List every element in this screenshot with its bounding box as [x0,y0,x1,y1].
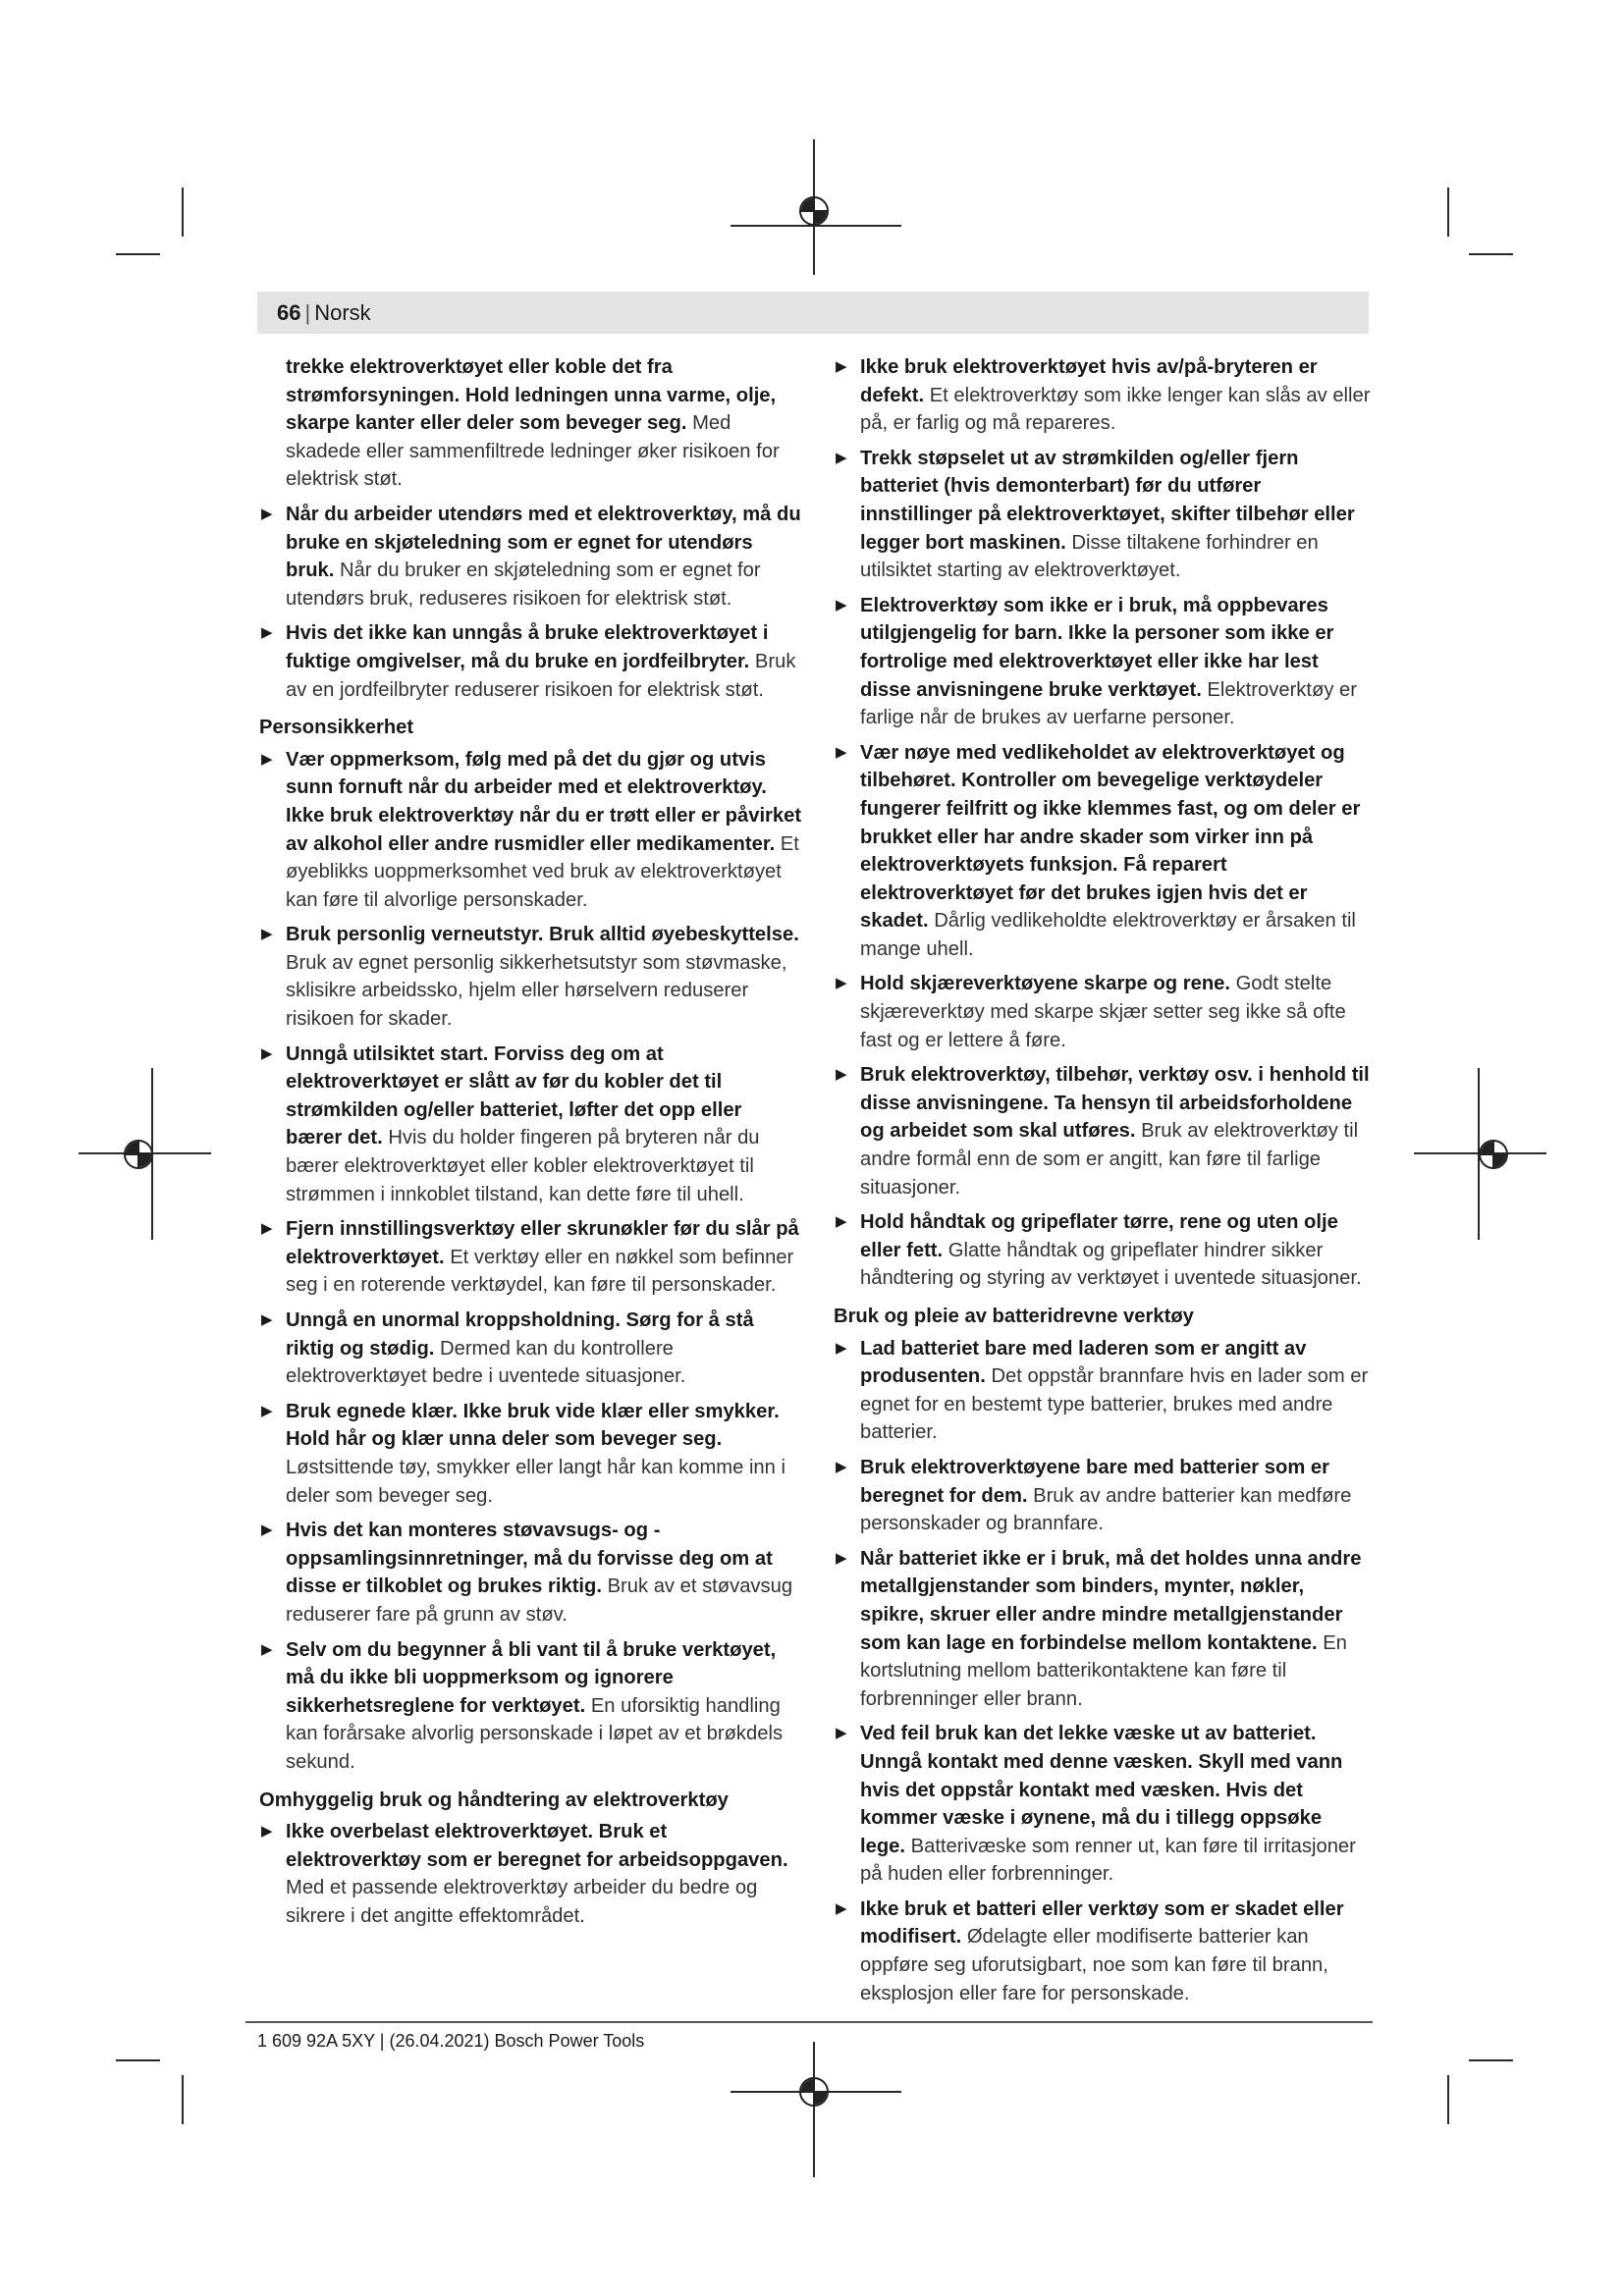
list-item [259,619,803,704]
list-item [834,1208,1372,1293]
bullet-triangle-icon: ▶ [261,1044,273,1062]
left-column [259,353,803,1937]
list-item [834,1545,1372,1714]
item-bold-text: Trekk støpselet ut av strømkilden og/eller fjern batteriet (hvis demonterbart) før du utfører innstillinger på elektroverktøyet, skifter tilbehør eller legger bort maskinen. [860,447,1355,554]
bullet-triangle-icon: ▶ [261,624,273,642]
item-text: Glatte håndtak og gripeflater hindrer sikker håndtering og styring av verktøyet i uventede situasjoner. [860,1239,1362,1290]
list-item [834,970,1372,1054]
list-item [834,1896,1372,2007]
item-bold-text: Unngå en unormal kroppsholdning. Sørg for å stå riktig og stødig. [286,1309,754,1360]
right-column [834,353,1372,2014]
bullet-triangle-icon: ▶ [261,1823,273,1841]
item-bold-text: Elektroverktøy som ikke er i bruk, må oppbevares utilgjengelig for barn. Ikke la personer som ikke er fortrolige med elektroverktøyet eller ikke har lest disse anvisningene bruke verktøyet. [860,594,1334,701]
item-bold-text: Vær nøye med vedlikeholdet av elektroverktøyet og tilbehøret. Kontroller om bevegelige verktøydeler fungerer feilfritt og ikke klemmes fast, og om deler er brukket eller har andre skader som virker inn på elektroverktøyets funksjon. Få reparert elektroverktøyet før det brukes igjen hvis det er skadet. [860,741,1361,933]
intro-bold-text: trekke elektroverktøyet eller koble det fra strømforsyningen. Hold ledningen unna varme, olje, skarpe kanter eller deler som beveger seg. [286,356,777,435]
bullet-triangle-icon: ▶ [261,926,273,943]
item-text: Dårlig vedlikeholdte elektroverktøy er årsaken til mange uhell. [860,910,1356,960]
crop-mark-bottom-right-h [1469,2059,1513,2061]
bullet-triangle-icon: ▶ [836,449,847,466]
crop-mark-bottom-right-v [1447,2075,1449,2124]
list-item [834,353,1372,438]
item-text: Bruk av andre batterier kan medføre personskader og brannfare. [860,1484,1352,1535]
item-text: Bruk av elektroverktøy til andre formål enn de som er angitt, kan føre til farlige situasjoner. [860,1120,1359,1199]
item-text: Det oppstår brannfare hvis en lader som er egnet for en bestemt type batterier, brukes med andre batterier. [860,1365,1369,1444]
item-text: Hvis du holder fingeren på bryteren når du bærer elektroverktøyet eller kobler elektroverktøyet til strømmen i innkoblet tilstand, kan dette føre til uhell. [286,1127,760,1205]
list-item [259,1818,803,1930]
list-item [259,1307,803,1391]
registration-mark-bottom-icon [799,2077,829,2107]
item-text: Dermed kan du kontrollere elektroverktøyet bedre i uventede situasjoner. [286,1337,686,1388]
list-item [259,1517,803,1629]
bullet-triangle-icon: ▶ [836,1899,847,1917]
list-item [259,1041,803,1209]
item-bold-text: Bruk elektroverktøyene bare med batterier som er beregnet for dem. [860,1456,1329,1507]
item-text: Et øyeblikks uoppmerksomhet ved bruk av elektroverktøyet kan føre til alvorlige personskader. [286,832,799,911]
bullet-triangle-icon: ▶ [836,1458,847,1475]
bullet-triangle-icon: ▶ [836,1549,847,1567]
registration-mark-right-icon [1479,1140,1508,1169]
list-item [834,1454,1372,1538]
item-text: Når du bruker en skjøteledning som er egnet for utendørs bruk, reduseres risikoen for elektrisk støt. [286,560,761,610]
item-bold-text: Unngå utilsiktet start. Forviss deg om at elektroverktøyet er slått av før du kobler det til strømkilden og/eller batteriet, løfter det opp eller bærer det. [286,1042,742,1149]
bullet-triangle-icon: ▶ [261,1220,273,1238]
item-bold-text: Bruk personlig verneutstyr. Bruk alltid øyebeskyttelse. [286,924,799,946]
bullet-triangle-icon: ▶ [836,1066,847,1084]
item-text: Bruk av egnet personlig sikkerhetsutstyr som støvmaske, sklisikre arbeidssko, hjelm eller hørselvern reduserer risikoen for skader. [286,951,787,1031]
section-heading-careful-use: Omhyggelig bruk og håndtering av elektroverktøy [259,1789,729,1811]
reg-line-bottom-v [813,2042,815,2177]
item-bold-text: Hold skjæreverktøyene skarpe og rene. [860,973,1230,995]
item-text: Godt stelte skjæreverktøy med skarpe skjær setter seg ikke så ofte fast og er lettere å føre. [860,973,1346,1051]
item-text: Et verktøy eller en nøkkel som befinner seg i en roterende verktøydel, kan føre til personskader. [286,1246,794,1297]
item-bold-text: Ved feil bruk kan det lekke væske ut av batteriet. Unngå kontakt med denne væsken. Skyll med vann hvis det oppstår kontakt med væsken. Hvis det kommer væske i øynene, må du i tillegg oppsøke lege. [860,1723,1343,1857]
crop-mark-bottom-left-h [116,2059,160,2061]
bullet-triangle-icon: ▶ [261,1640,273,1658]
item-bold-text: Fjern innstillingsverktøy eller skrunøkler før du slår på elektroverktøyet. [286,1218,799,1268]
item-bold-text: Hvis det kan monteres støvavsugs- og -oppsamlingsinnretninger, må du forvisse deg om at disse er tilkoblet og brukes riktig. [286,1520,773,1598]
crop-mark-top-left-v [182,187,184,237]
item-text: En uforsiktig handling kan forårsake alvorlig personskade i løpet av et brøkdels sekund. [286,1694,784,1773]
section-heading-battery-tools: Bruk og pleie av batteridrevne verktøy [834,1306,1194,1327]
list-item [834,445,1372,585]
crop-mark-top-right-v [1447,187,1449,237]
crop-mark-bottom-left-v [182,2075,184,2124]
bullet-triangle-icon: ▶ [836,1725,847,1742]
item-text: Elektroverktøy er farlige når de brukes av uerfarne personer. [860,678,1357,729]
item-bold-text: Når batteriet ikke er i bruk, må det holdes unna andre metallgjenstander som binders, mynter, nøkler, spikre, skruer eller andre mindre metallgjenstander som kan lage en forbindelse mellom kontaktene. [860,1547,1362,1654]
list-item [834,1061,1372,1201]
item-text: Bruk av et støvavsug reduserer fare på grunn av støv. [286,1575,793,1626]
registration-mark-left-icon [124,1140,153,1169]
section-heading-personal-safety: Personsikkerhet [259,717,414,739]
list-item [259,1636,803,1777]
item-bold-text: Lad batteriet bare med laderen som er angitt av produsenten. [860,1337,1307,1388]
list-item [259,746,803,915]
list-item [834,592,1372,732]
bullet-triangle-icon: ▶ [261,750,273,768]
item-text: Batterivæske som renner ut, kan føre til irritasjoner på huden eller forbrenninger. [860,1835,1356,1886]
bullet-triangle-icon: ▶ [836,975,847,992]
bullet-triangle-icon: ▶ [261,1311,273,1328]
bullet-triangle-icon: ▶ [836,1213,847,1231]
bullet-triangle-icon: ▶ [836,743,847,761]
item-bold-text: Bruk elektroverktøy, tilbehør, verktøy osv. i henhold til disse anvisningene. Ta hensyn til arbeidsforholdene og arbeidet som skal utføres. [860,1064,1370,1143]
bullet-triangle-icon: ▶ [261,1402,273,1419]
footer-text: 1 609 92A 5XY | (26.04.2021) Bosch Power Tools [257,2031,645,2051]
list-item [834,1720,1372,1889]
item-bold-text: Hvis det ikke kan unngås å bruke elektroverktøyet i fuktige omgivelser, må du bruke en jordfeilbryter. [286,622,769,672]
list-item [259,921,803,1033]
crop-mark-top-right-h [1469,253,1513,255]
item-text: Et elektroverktøy som ikke lenger kan slås av eller på, er farlig og må repareres. [860,384,1371,435]
list-item [259,1215,803,1300]
intro-text: Med skadede eller sammenfiltrede ledninger øker risikoen for elektrisk støt. [286,412,780,491]
list-item [259,501,803,613]
registration-mark-top-icon [799,196,829,226]
list-item [834,739,1372,964]
crop-mark-top-left-h [116,253,160,255]
page-header [257,292,1369,334]
item-bold-text: Ikke bruk elektroverktøyet hvis av/på-bryteren er defekt. [860,356,1318,406]
bullet-triangle-icon: ▶ [836,596,847,614]
item-text: En kortslutning mellom batterikontaktene kan føre til forbrenninger eller brann. [860,1631,1347,1710]
bullet-triangle-icon: ▶ [836,358,847,375]
list-item [834,1335,1372,1447]
header-separator: | [304,299,311,325]
intro-paragraph [259,353,803,494]
item-bold-text: Bruk egnede klær. Ikke bruk vide klær eller smykker. Hold hår og klær unna deler som beveger seg. [286,1400,780,1451]
footer-rule [245,2021,1373,2023]
item-bold-text: Ikke overbelast elektroverktøyet. Bruk et elektroverktøy som er beregnet for arbeidsoppgaven. [286,1821,788,1871]
item-text: Disse tiltakene forhindrer en utilsiktet starting av elektroverktøyet. [860,531,1319,582]
item-bold-text: Selv om du begynner å bli vant til å bruke verktøyet, må du ikke bli uoppmerksom og ignorere sikkerhetsreglene for verktøyet. [286,1638,777,1717]
item-text: Med et passende elektroverktøy arbeider du bedre og sikrere i det angitte effektområdet. [286,1877,758,1927]
item-text: Ødelagte eller modifiserte batterier kan oppføre seg uforutsigbart, noe som kan føre til brann, eksplosjon eller fare for personskade. [860,1926,1328,2004]
item-bold-text: Når du arbeider utendørs med et elektroverktøy, må du bruke en skjøteledning som er egnet for utendørs bruk. [286,503,801,582]
item-bold-text: Ikke bruk et batteri eller verktøy som er skadet eller modifisert. [860,1897,1344,1949]
item-bold-text: Vær oppmerksom, følg med på det du gjør og utvis sunn fornuft når du arbeider med et elektroverktøy. Ikke bruk elektroverktøy når du er trøtt eller er påvirket av alkohol eller andre rusmidler eller medikamenter. [286,748,802,855]
item-text: Løstsittende tøy, smykker eller langt hår kan komme inn i deler som beveger seg. [286,1456,785,1507]
header-language: Norsk [314,299,371,325]
item-bold-text: Hold håndtak og gripeflater tørre, rene og uten olje eller fett. [860,1211,1338,1261]
list-item [259,1398,803,1510]
bullet-triangle-icon: ▶ [836,1339,847,1357]
page-number: 66 [277,299,301,325]
item-text: Bruk av en jordfeilbryter reduserer risikoen for elektrisk støt. [286,650,796,701]
bullet-triangle-icon: ▶ [261,505,273,522]
bullet-triangle-icon: ▶ [261,1522,273,1539]
